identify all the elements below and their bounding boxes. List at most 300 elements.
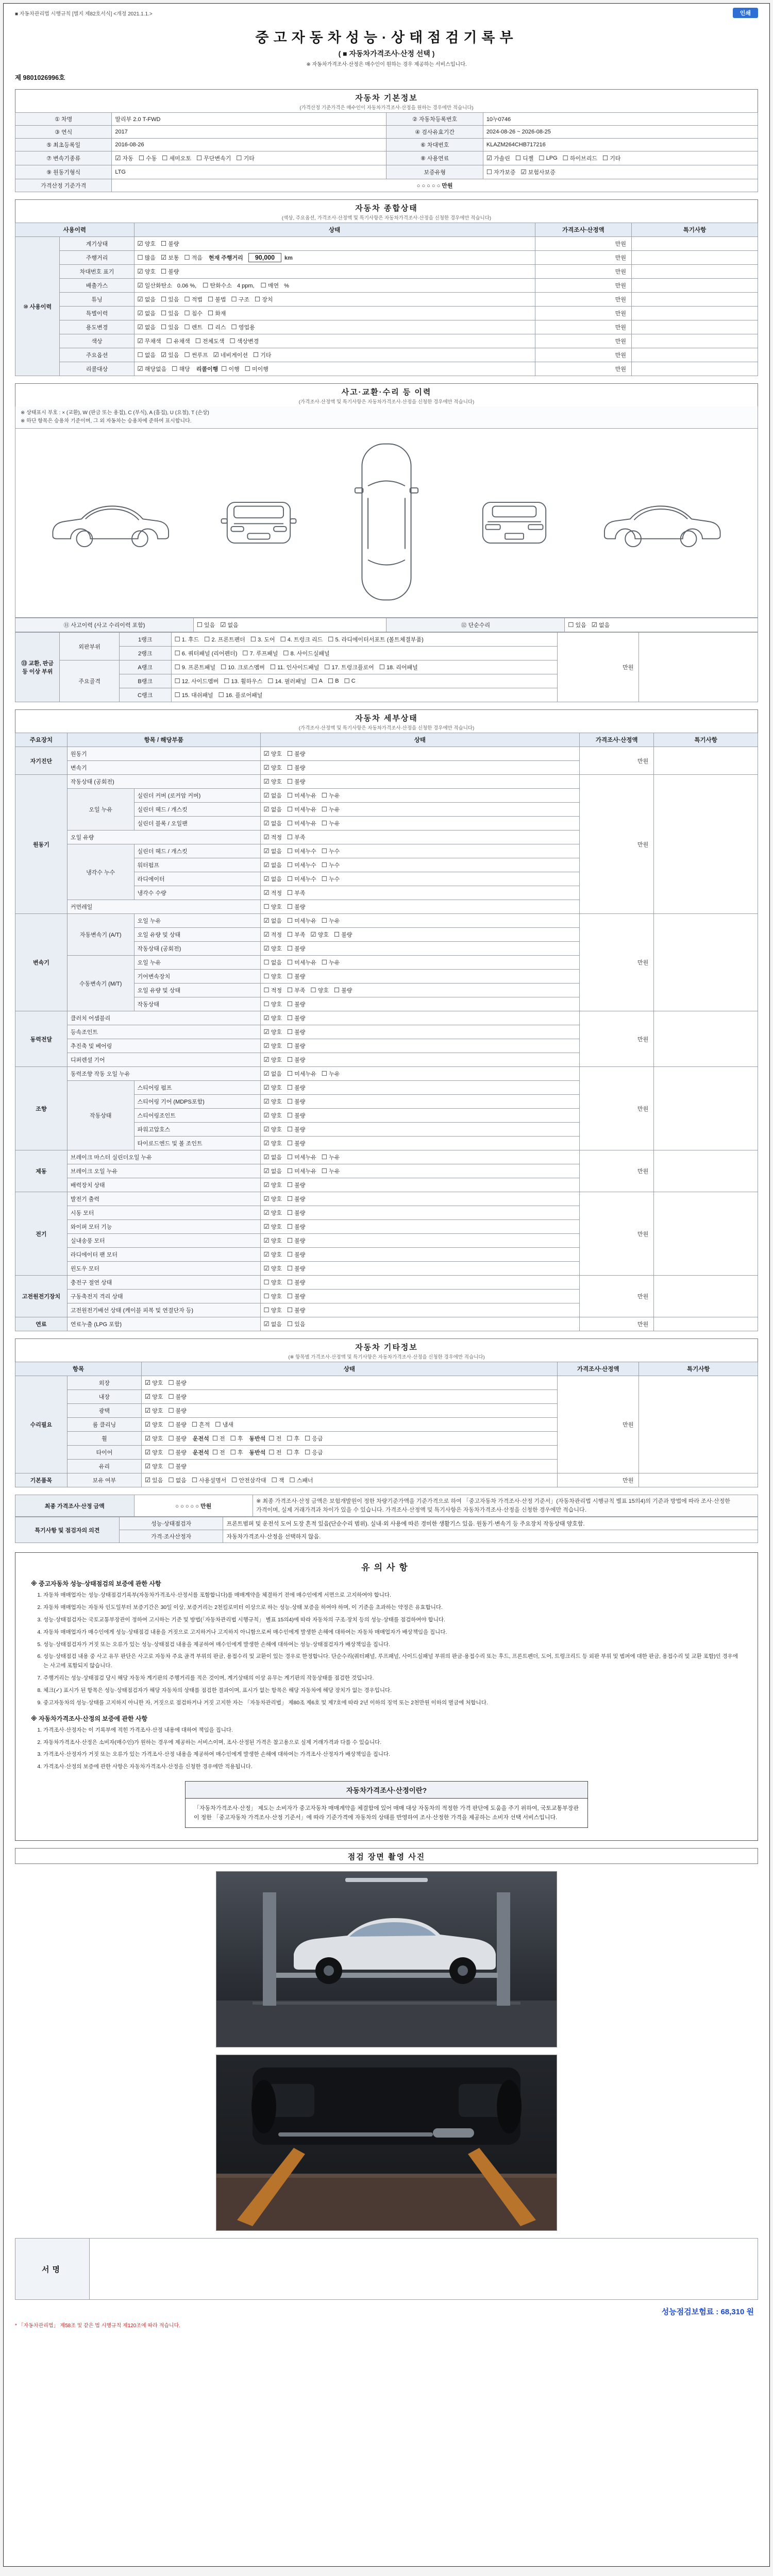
checkbox-option[interactable]: ☐ 8. 사이드실패널 bbox=[283, 649, 330, 657]
opinion-section-label: 특기사항 및 점검자의 의견 bbox=[15, 1517, 120, 1543]
checkbox-icon: ☐ bbox=[321, 917, 327, 924]
checkbox-option[interactable]: ☐ 13. 휠하우스 bbox=[224, 677, 263, 685]
checkbox-option[interactable]: ☐ 장치 bbox=[254, 295, 273, 303]
legend-line-2: ※ 하단 항목은 승용차 기준이며, 그 외 자동차는 승용차에 준하여 표시합니다. bbox=[21, 418, 192, 425]
checkbox-option[interactable]: ☐ LPG bbox=[539, 154, 558, 162]
sub-group: 냉각수 누수 bbox=[67, 844, 134, 900]
checkbox-option[interactable]: ☐ 10. 크로스멤버 bbox=[221, 663, 265, 671]
checkbox-option[interactable]: ☑ 양호 bbox=[263, 944, 282, 953]
checkbox-option[interactable]: ☐ C bbox=[344, 677, 356, 685]
checkbox-option[interactable]: ☐ 누수 bbox=[321, 861, 340, 869]
checkbox-option[interactable]: ☐ 불량 bbox=[287, 750, 306, 758]
col-state: 상태 bbox=[141, 1362, 557, 1376]
checkbox-option[interactable]: ☑ 양호 bbox=[263, 1181, 282, 1189]
checkbox-option[interactable]: ☑ 양호 bbox=[263, 1014, 282, 1022]
signature-section bbox=[15, 2238, 758, 2329]
checkbox-option[interactable]: ☐ 불량 bbox=[168, 1420, 187, 1429]
checkbox-option[interactable]: ☑ 양호 bbox=[263, 764, 282, 772]
checkbox-option[interactable]: ☐ 기타 bbox=[602, 154, 621, 162]
checkbox-option[interactable]: ☐ 불량 bbox=[287, 777, 306, 786]
checkbox-option[interactable]: ☐ 탄화수소 bbox=[203, 281, 232, 290]
checkbox-icon: ☐ bbox=[161, 295, 167, 303]
checkbox-option[interactable]: ☐ 흔적 bbox=[191, 1420, 210, 1429]
checkbox-option[interactable]: ☐ 9. 프론트패널 bbox=[174, 663, 216, 671]
checkbox-option[interactable]: ☐ 기타 bbox=[253, 351, 272, 359]
checkbox-option[interactable]: ☑ 없음 bbox=[137, 309, 156, 317]
item-name: 클러치 어셈블리 bbox=[67, 1011, 260, 1025]
checkbox-option[interactable]: ☐ 미세누수 bbox=[287, 847, 316, 855]
checkbox-option[interactable]: ☐ 응급 bbox=[305, 1448, 323, 1456]
checkbox-icon: ☐ bbox=[321, 861, 327, 869]
checkbox-option[interactable]: ☑ 양호 bbox=[263, 1097, 282, 1106]
checkbox-option[interactable]: ☑ 자동 bbox=[115, 154, 133, 162]
checkbox-option[interactable]: ☐ 누유 bbox=[321, 1167, 340, 1175]
checkbox-option[interactable]: ☑ 양호 bbox=[263, 1042, 282, 1050]
checkbox-option[interactable]: ☑ 양호 bbox=[144, 1406, 163, 1415]
checkbox-option[interactable]: ☐ 불법 bbox=[208, 295, 226, 303]
checkbox-icon: ☑ bbox=[263, 1250, 270, 1258]
checkbox-option[interactable]: ☑ 없음 bbox=[263, 805, 282, 814]
remark-cell bbox=[632, 348, 758, 362]
checkbox-option[interactable]: ☐ 양호 bbox=[263, 1278, 282, 1286]
legend-line-1: ※ 상태표시 부호 : × (교환), W (판금 또는 용접), C (부식), A (흠집), U (요철), T (손상) bbox=[21, 410, 209, 416]
sub-group: 자동변속기 (A/T) bbox=[67, 914, 134, 956]
checkbox-option[interactable]: ☐ 있음 bbox=[161, 309, 179, 317]
checkbox-option[interactable]: ☑ 없음 bbox=[263, 1320, 282, 1328]
checkbox-icon: ☑ bbox=[263, 1167, 270, 1175]
print-button[interactable]: 인쇄 bbox=[733, 8, 758, 18]
item-name: 실린더 헤드 / 개스킷 bbox=[134, 844, 260, 858]
state-cell bbox=[260, 747, 580, 761]
checkbox-option[interactable]: ☑ 양호 bbox=[263, 1111, 282, 1120]
checkbox-option[interactable]: ☐ 불량 bbox=[287, 1000, 306, 1008]
checkbox-icon: ☐ bbox=[321, 791, 327, 799]
checkbox-option[interactable]: ☐ 불량 bbox=[287, 1250, 306, 1259]
checkbox-option[interactable]: ☐ 불량 bbox=[287, 1223, 306, 1231]
car-diagram-rear bbox=[473, 491, 556, 555]
checkbox-option[interactable]: ☐ 기타 bbox=[236, 154, 255, 162]
state-cell bbox=[141, 1418, 557, 1432]
checkbox-option[interactable]: ☐ 불량 bbox=[287, 1083, 306, 1092]
notice-title: 유의사항 bbox=[361, 1563, 412, 1573]
checkbox-option[interactable]: ☐ 후 bbox=[230, 1434, 243, 1443]
form-reference: ■ 자동차관리법 시행규칙 [별지 제82호서식] <개정 2021.1.1.> bbox=[15, 11, 153, 17]
checkbox-option[interactable]: ☑ 없음 bbox=[263, 819, 282, 827]
checkbox-option[interactable]: ☑ 있음 bbox=[161, 351, 179, 359]
notice-item: 4. 자동차 매매업자가 매수인에게 성능·상태점검 내용을 거짓으로 고지하거나 고지하지 아니함으로써 매수인에게 발생한 손해에 대하여는 자동차 매매업자가 배상책임을 집니다. bbox=[43, 1628, 742, 1637]
checkbox-option[interactable]: ☐ 매연 bbox=[260, 281, 279, 290]
checkbox-option[interactable]: ☑ 양호 bbox=[263, 1125, 282, 1133]
checkbox-icon: ☐ bbox=[268, 1448, 275, 1456]
row-label: 주요옵션 bbox=[60, 348, 134, 362]
checkbox-option[interactable]: ☐ 세미오토 bbox=[162, 154, 192, 162]
checkbox-option[interactable]: ☑ 없음 bbox=[263, 875, 282, 883]
checkbox-icon: ☐ bbox=[161, 309, 167, 317]
checkbox-option[interactable]: ☐ 이행 bbox=[221, 365, 240, 373]
checkbox-option[interactable]: ☐ 있음 bbox=[568, 621, 586, 629]
checkbox-option[interactable]: ☐ 불량 bbox=[168, 1393, 187, 1401]
checkbox-option[interactable]: ☐ 불량 bbox=[168, 1448, 187, 1456]
top-line bbox=[15, 8, 758, 18]
checkbox-option[interactable]: ☐ 미세누유 bbox=[287, 819, 316, 827]
price-cell: 만원 bbox=[535, 307, 631, 320]
checkbox-option[interactable]: ☐ 양호 bbox=[310, 986, 329, 994]
checkbox-option[interactable]: ☐ 부족 bbox=[287, 833, 306, 841]
checkbox-option[interactable]: ☐ 미세누유 bbox=[287, 1070, 316, 1078]
checkbox-option[interactable]: ☐ 불량 bbox=[287, 972, 306, 980]
checkbox-option[interactable]: ☐ 사용설명서 bbox=[191, 1476, 227, 1484]
checkbox-icon: ☑ bbox=[263, 1014, 270, 1022]
checkbox-icon: ☐ bbox=[174, 677, 180, 685]
checkbox-option[interactable]: ☑ 양호 bbox=[310, 930, 329, 939]
checkbox-option[interactable]: ☐ 14. 필러패널 bbox=[267, 677, 307, 685]
checkbox-option[interactable]: ☐ 미세누유 bbox=[287, 791, 316, 800]
checkbox-option[interactable]: ☑ 양호 bbox=[144, 1379, 163, 1387]
checkbox-option[interactable]: ☐ 불량 bbox=[168, 1434, 187, 1443]
checkbox-option[interactable]: ☐ 17. 트렁크플로어 bbox=[324, 663, 374, 671]
checkbox-option[interactable]: ☐ 누유 bbox=[321, 791, 340, 800]
checkbox-option[interactable]: ☐ 양호 bbox=[263, 1000, 282, 1008]
checkbox-option[interactable]: ☐ 미세누유 bbox=[287, 958, 316, 967]
checkbox-option[interactable]: ☐ 6. 쿼터패널 (리어펜더) bbox=[174, 649, 238, 657]
checkbox-option[interactable]: ☑ 적정 bbox=[263, 833, 282, 841]
checkbox-option[interactable]: ☐ 적음 bbox=[184, 253, 203, 262]
checkbox-option[interactable]: ☐ 미세누유 bbox=[287, 1153, 316, 1161]
state-cell bbox=[260, 1262, 580, 1276]
state-cell bbox=[260, 1053, 580, 1067]
checkbox-option[interactable]: ☐ 불량 bbox=[287, 764, 306, 772]
checkbox-option[interactable]: ☑ 없음 bbox=[137, 295, 156, 303]
item-name: 브레이크 마스터 실린더오일 누유 bbox=[67, 1150, 260, 1164]
checkbox-option[interactable]: ☐ 전 bbox=[212, 1434, 225, 1443]
checkbox-icon: ☐ bbox=[287, 1195, 293, 1202]
checkbox-option[interactable]: ☑ 양호 bbox=[144, 1462, 163, 1470]
checkbox-option[interactable]: ☐ 양호 bbox=[263, 903, 282, 911]
checkbox-option[interactable]: ☑ 양호 bbox=[263, 1209, 282, 1217]
checkbox-option[interactable]: ☐ 불량 bbox=[161, 239, 179, 247]
checkbox-option[interactable]: ☐ 불량 bbox=[287, 944, 306, 953]
detail-row bbox=[15, 1067, 758, 1081]
remark-cell bbox=[654, 1150, 758, 1192]
checkbox-option[interactable]: ☐ 불량 bbox=[168, 1379, 187, 1387]
checkbox-icon: ☑ bbox=[263, 1042, 270, 1049]
checkbox-option[interactable]: ☑ 가솔린 bbox=[486, 154, 510, 162]
checkbox-option[interactable]: ☑ 양호 bbox=[144, 1393, 163, 1401]
state-cell bbox=[260, 817, 580, 831]
checkbox-option[interactable]: ☐ 무단변속기 bbox=[196, 154, 231, 162]
simple-repair-label: ⑫ 단순수리 bbox=[386, 618, 565, 632]
checkbox-option[interactable]: ☐ 디젤 bbox=[515, 154, 534, 162]
checkbox-option[interactable]: ☐ 7. 루프패널 bbox=[242, 649, 278, 657]
checkbox-option[interactable]: ☐ 영업용 bbox=[231, 323, 255, 331]
checkbox-option[interactable]: ☐ 화재 bbox=[208, 309, 226, 317]
checkbox-option[interactable]: ☐ 누수 bbox=[321, 875, 340, 883]
checkbox-icon: ☑ bbox=[263, 777, 270, 785]
checkbox-option[interactable]: ☑ 양호 bbox=[263, 1139, 282, 1147]
price-cell: 만원 bbox=[580, 1276, 654, 1317]
checkbox-option[interactable]: ☑ 없음 bbox=[220, 621, 239, 629]
checkbox-option[interactable]: ☑ 적정 bbox=[263, 930, 282, 939]
checkbox-option[interactable]: ☐ 전체도색 bbox=[195, 337, 225, 345]
checkbox-option[interactable]: ☑ 양호 bbox=[137, 267, 156, 276]
checkbox-option[interactable]: ☐ 하이브리드 bbox=[562, 154, 597, 162]
checkbox-option[interactable]: ☐ 렌트 bbox=[184, 323, 203, 331]
item-name: 등속조인트 bbox=[67, 1025, 260, 1039]
checkbox-icon: ☑ bbox=[137, 239, 143, 247]
checkbox-option[interactable]: ☐ 해당 bbox=[172, 365, 190, 373]
checkbox-option[interactable]: ☐ 불량 bbox=[287, 1139, 306, 1147]
checkbox-icon: ☐ bbox=[311, 677, 317, 685]
checkbox-option[interactable]: ☐ 있음 bbox=[287, 1320, 306, 1328]
checkbox-option[interactable]: ☑ 양호 bbox=[263, 1083, 282, 1092]
checkbox-icon: ☐ bbox=[172, 365, 178, 372]
checkbox-option[interactable]: ☐ 16. 플로어패널 bbox=[218, 691, 263, 699]
checkbox-option[interactable]: ☐ 후 bbox=[230, 1448, 243, 1456]
detail-row bbox=[15, 1276, 758, 1290]
row-label: 리콜대상 bbox=[60, 362, 134, 376]
checkbox-option[interactable]: ☐ 미세누수 bbox=[287, 861, 316, 869]
checkbox-option[interactable]: ☐ 미세누유 bbox=[287, 917, 316, 925]
checkbox-icon: ☑ bbox=[263, 1236, 270, 1244]
checkbox-option[interactable]: ☐ 1. 후드 bbox=[174, 635, 199, 643]
checkbox-option[interactable]: ☑ 없음 bbox=[263, 917, 282, 925]
checkbox-option[interactable]: ☑ 양호 bbox=[144, 1448, 163, 1456]
checkbox-option[interactable]: ☐ 누유 bbox=[321, 917, 340, 925]
state-cell bbox=[260, 1276, 580, 1290]
checkbox-option[interactable]: ☑ 일산화탄소 bbox=[137, 281, 172, 290]
checkbox-option[interactable]: ☐ 없음 bbox=[137, 351, 156, 359]
checkbox-icon: ☐ bbox=[260, 281, 266, 289]
checkbox-option[interactable]: ☐ 미세누유 bbox=[287, 1167, 316, 1175]
checkbox-option[interactable]: ☐ 침수 bbox=[184, 309, 203, 317]
checkbox-option[interactable]: ☐ 누유 bbox=[321, 958, 340, 967]
checkbox-option[interactable]: ☐ 양호 bbox=[263, 972, 282, 980]
checkbox-option[interactable]: ☐ 색상변경 bbox=[229, 337, 259, 345]
state-cell bbox=[260, 761, 580, 775]
detail-row bbox=[15, 1150, 758, 1164]
checkbox-option[interactable]: ☐ 유채색 bbox=[166, 337, 190, 345]
checkbox-icon: ☐ bbox=[168, 1476, 174, 1484]
checkbox-option[interactable]: ☑ 양호 bbox=[263, 1195, 282, 1203]
checkbox-option[interactable]: ☐ 18. 리어패널 bbox=[379, 663, 418, 671]
checkbox-option[interactable]: ☐ 있음 bbox=[161, 295, 179, 303]
checkbox-option[interactable]: ☐ 누수 bbox=[321, 847, 340, 855]
checkbox-option[interactable]: ☐ 전 bbox=[268, 1448, 282, 1456]
section-title: 자동차 세부상태 bbox=[355, 714, 418, 723]
notice-list-1 bbox=[31, 1591, 742, 1707]
checkbox-option[interactable]: ☑ 양호 bbox=[137, 239, 156, 247]
checkbox-option[interactable]: ☐ 후 bbox=[287, 1448, 300, 1456]
checkbox-icon: ☑ bbox=[144, 1434, 151, 1442]
checkbox-option[interactable]: ☐ 2. 프론트펜더 bbox=[204, 635, 245, 643]
checkbox-icon: ☐ bbox=[184, 309, 190, 317]
checkbox-option[interactable]: ☐ 양호 bbox=[263, 1292, 282, 1300]
checkbox-option[interactable]: ☑ 양호 bbox=[144, 1434, 163, 1443]
item-name: 라디에이터 팬 모터 bbox=[67, 1248, 260, 1262]
checkbox-option[interactable]: ☐ 썬루프 bbox=[184, 351, 208, 359]
checkbox-option[interactable]: ☐ 누유 bbox=[321, 819, 340, 827]
checkbox-option[interactable]: ☐ 불량 bbox=[287, 1278, 306, 1286]
checkbox-option[interactable]: ☐ 자가보증 bbox=[486, 167, 516, 176]
checkbox-option[interactable]: ☑ 없음 bbox=[263, 1153, 282, 1161]
checkbox-option[interactable]: ☑ 보통 bbox=[161, 253, 179, 262]
checkbox-option[interactable]: ☐ 전 bbox=[212, 1448, 225, 1456]
checkbox-option[interactable]: ☐ 부족 bbox=[287, 889, 306, 897]
checkbox-option[interactable]: ☐ 있음 bbox=[196, 621, 215, 629]
checkbox-option[interactable]: ☐ 수동 bbox=[138, 154, 157, 162]
checkbox-option[interactable]: ☑ 양호 bbox=[263, 1223, 282, 1231]
checkbox-option[interactable]: ☐ 11. 인사이드패널 bbox=[270, 663, 320, 671]
checkbox-option[interactable]: ☐ 불량 bbox=[161, 267, 179, 276]
checkbox-option[interactable]: ☐ 미이행 bbox=[244, 365, 268, 373]
checkbox-option[interactable]: ☑ 양호 bbox=[263, 1264, 282, 1273]
notice-item: 5. 성능·상태점검자가 거짓 또는 오류가 있는 성능·상태점검 내용을 제공하여 매수인에게 발생한 손해에 대하여는 성능·상태점검자가 배상책임을 집니다. bbox=[43, 1640, 742, 1650]
inspection-period-label: ④ 검사유효기간 bbox=[386, 126, 483, 139]
checkbox-option[interactable]: ☐ 미세누수 bbox=[287, 875, 316, 883]
checkbox-option[interactable]: ☐ 불량 bbox=[287, 1097, 306, 1106]
checkbox-option[interactable]: ☑ 적정 bbox=[263, 889, 282, 897]
checkbox-option[interactable]: ☐ 불량 bbox=[287, 1209, 306, 1217]
checkbox-option[interactable]: ☐ 15. 대쉬패널 bbox=[174, 691, 213, 699]
checkbox-option[interactable]: ☐ 12. 사이드멤버 bbox=[174, 677, 219, 685]
checkbox-option[interactable]: ☑ 없음 bbox=[591, 621, 610, 629]
checkbox-option[interactable]: ☐ 불량 bbox=[287, 1125, 306, 1133]
checkbox-option[interactable]: ☐ 냄새 bbox=[215, 1420, 233, 1429]
accident-history-section bbox=[15, 383, 758, 702]
checkbox-option[interactable]: ☐ 스패너 bbox=[289, 1476, 313, 1484]
checkbox-option[interactable]: ☑ 양호 bbox=[263, 1028, 282, 1036]
checkbox-option[interactable]: ☑ 네비게이션 bbox=[213, 351, 248, 359]
checkbox-option[interactable]: ☐ 불량 bbox=[287, 1195, 306, 1203]
price-cell: 만원 bbox=[580, 914, 654, 1011]
checkbox-option[interactable]: ☐ 후 bbox=[287, 1434, 300, 1443]
checkbox-icon: ☐ bbox=[321, 805, 327, 813]
item-name: 배력장치 상태 bbox=[67, 1178, 260, 1192]
checkbox-icon: ☐ bbox=[191, 1476, 198, 1484]
accident-history-table bbox=[15, 618, 758, 632]
checkbox-option[interactable]: ☐ 불량 bbox=[333, 930, 352, 939]
checkbox-option[interactable]: ☐ 전 bbox=[268, 1434, 282, 1443]
checkbox-icon: ☐ bbox=[231, 323, 237, 331]
checkbox-option[interactable]: ☐ 3. 도어 bbox=[250, 635, 275, 643]
checkbox-option[interactable]: ☐ 많음 bbox=[137, 253, 156, 262]
checkbox-icon: ☑ bbox=[263, 1028, 270, 1036]
checkbox-option[interactable]: ☐ A bbox=[311, 677, 323, 685]
checkbox-option[interactable]: ☐ 불량 bbox=[287, 903, 306, 911]
usage-history-group: ⑩ 사용이력 bbox=[15, 237, 60, 376]
checkbox-option[interactable]: ☐ 응급 bbox=[305, 1434, 323, 1443]
checkbox-option[interactable]: ☐ 불량 bbox=[168, 1462, 187, 1470]
vin-value: KLAZM264CHB717216 bbox=[483, 139, 758, 151]
checkbox-option[interactable]: ☑ 해당없음 bbox=[137, 365, 167, 373]
checkbox-option[interactable]: ☐ 4. 트렁크 리드 bbox=[280, 635, 323, 643]
checkbox-icon: ☑ bbox=[137, 281, 143, 289]
state-cell bbox=[134, 307, 535, 320]
checkbox-option[interactable]: ☐ 양호 bbox=[263, 1306, 282, 1314]
checkbox-option[interactable]: ☐ 불량 bbox=[287, 1042, 306, 1050]
checkbox-icon: ☑ bbox=[263, 1070, 270, 1077]
option-prefix: 운전석 bbox=[192, 1436, 209, 1442]
checkbox-option[interactable]: ☑ 있음 bbox=[144, 1476, 163, 1484]
checkbox-option[interactable]: ☐ 불량 bbox=[287, 1014, 306, 1022]
checkbox-option[interactable]: ☐ 부족 bbox=[287, 986, 306, 994]
checkbox-option[interactable]: ☐ 있음 bbox=[161, 323, 179, 331]
checkbox-option[interactable]: ☐ 불량 bbox=[287, 1028, 306, 1036]
checkbox-icon: ☐ bbox=[287, 750, 293, 757]
state-cell bbox=[260, 970, 580, 984]
checkbox-icon: ☐ bbox=[287, 930, 293, 938]
state-cell bbox=[260, 1150, 580, 1164]
notice-item: 3. 가격조사·산정자가 거짓 또는 오류가 있는 가격조사·산정 내용을 제공하여 매수인에게 발생한 손해에 대하여는 가격조사·산정자가 배상책임을 집니다. bbox=[43, 1750, 742, 1759]
checkbox-option[interactable]: ☑ 없음 bbox=[137, 323, 156, 331]
checkbox-icon: ☐ bbox=[287, 833, 293, 841]
signature-area[interactable] bbox=[90, 2239, 758, 2300]
checkbox-icon: ☐ bbox=[287, 875, 293, 883]
checkbox-option[interactable]: ☐ 없음 bbox=[263, 958, 282, 967]
checkbox-option[interactable]: ☐ 없음 bbox=[168, 1476, 187, 1484]
checkbox-option[interactable]: ☐ 적법 bbox=[184, 295, 203, 303]
checkbox-option[interactable]: ☐ 미세누유 bbox=[287, 805, 316, 814]
checkbox-option[interactable]: ☐ 누유 bbox=[321, 805, 340, 814]
checkbox-icon: ☐ bbox=[602, 154, 609, 162]
checkbox-option[interactable]: ☐ 누유 bbox=[321, 1070, 340, 1078]
checkbox-option[interactable]: ☐ 누유 bbox=[321, 1153, 340, 1161]
checkbox-option[interactable]: ☐ 잭 bbox=[271, 1476, 284, 1484]
checkbox-option[interactable]: ☐ 불량 bbox=[287, 1111, 306, 1120]
checkbox-option[interactable]: ☐ 부족 bbox=[287, 930, 306, 939]
checkbox-option[interactable]: ☐ 불량 bbox=[287, 1264, 306, 1273]
checkbox-option[interactable]: ☑ 양호 bbox=[144, 1420, 163, 1429]
checkbox-option[interactable]: ☐ 불량 bbox=[287, 1056, 306, 1064]
state-cell bbox=[260, 886, 580, 900]
checkbox-option[interactable]: ☐ 구조 bbox=[231, 295, 249, 303]
checkbox-option[interactable]: ☑ 양호 bbox=[263, 1250, 282, 1259]
checkbox-option[interactable]: ☐ 불량 bbox=[287, 1292, 306, 1300]
checkbox-option[interactable]: ☐ 불량 bbox=[287, 1236, 306, 1245]
price-cell: 만원 bbox=[535, 237, 631, 251]
price-cell: 만원 bbox=[557, 1473, 639, 1487]
checkbox-option[interactable]: ☑ 없음 bbox=[263, 861, 282, 869]
remark-cell bbox=[632, 307, 758, 320]
checkbox-option[interactable]: ☐ 불량 bbox=[287, 1181, 306, 1189]
checkbox-option[interactable]: ☑ 없음 bbox=[263, 1070, 282, 1078]
checkbox-option[interactable]: ☐ B bbox=[328, 677, 339, 685]
checkbox-option[interactable]: ☑ 양호 bbox=[263, 1236, 282, 1245]
checkbox-option[interactable]: ☐ 불량 bbox=[287, 1306, 306, 1314]
checkbox-icon: ☐ bbox=[212, 1434, 219, 1442]
checkbox-option[interactable]: ☐ 5. 라디에이터서포트 (볼트체결부품) bbox=[328, 635, 424, 643]
item-name: 충전구 절연 상태 bbox=[67, 1276, 260, 1290]
checkbox-option[interactable]: ☑ 없음 bbox=[263, 1167, 282, 1175]
checkbox-option[interactable]: ☐ 불량 bbox=[333, 986, 352, 994]
price-cell: 만원 bbox=[535, 320, 631, 334]
checkbox-option[interactable]: ☑ 없음 bbox=[263, 847, 282, 855]
checkbox-option[interactable]: ☑ 양호 bbox=[263, 750, 282, 758]
checkbox-option[interactable]: ☐ 리스 bbox=[208, 323, 226, 331]
item-name: 작동상태 bbox=[134, 997, 260, 1011]
checkbox-option[interactable]: ☐ 적정 bbox=[263, 986, 282, 994]
checkbox-option[interactable]: ☑ 무채색 bbox=[137, 337, 161, 345]
checkbox-option[interactable]: ☐ 불량 bbox=[168, 1406, 187, 1415]
checkbox-option[interactable]: ☑ 없음 bbox=[263, 791, 282, 800]
checkbox-option[interactable]: ☑ 양호 bbox=[263, 777, 282, 786]
checkbox-option[interactable]: ☑ 보험사보증 bbox=[520, 167, 556, 176]
checkbox-option[interactable]: ☑ 양호 bbox=[263, 1056, 282, 1064]
checkbox-icon: ☐ bbox=[166, 337, 172, 345]
checkbox-option[interactable]: ☐ 안전삼각대 bbox=[231, 1476, 266, 1484]
rank-label: C랭크 bbox=[119, 688, 171, 702]
state-cell bbox=[260, 844, 580, 858]
